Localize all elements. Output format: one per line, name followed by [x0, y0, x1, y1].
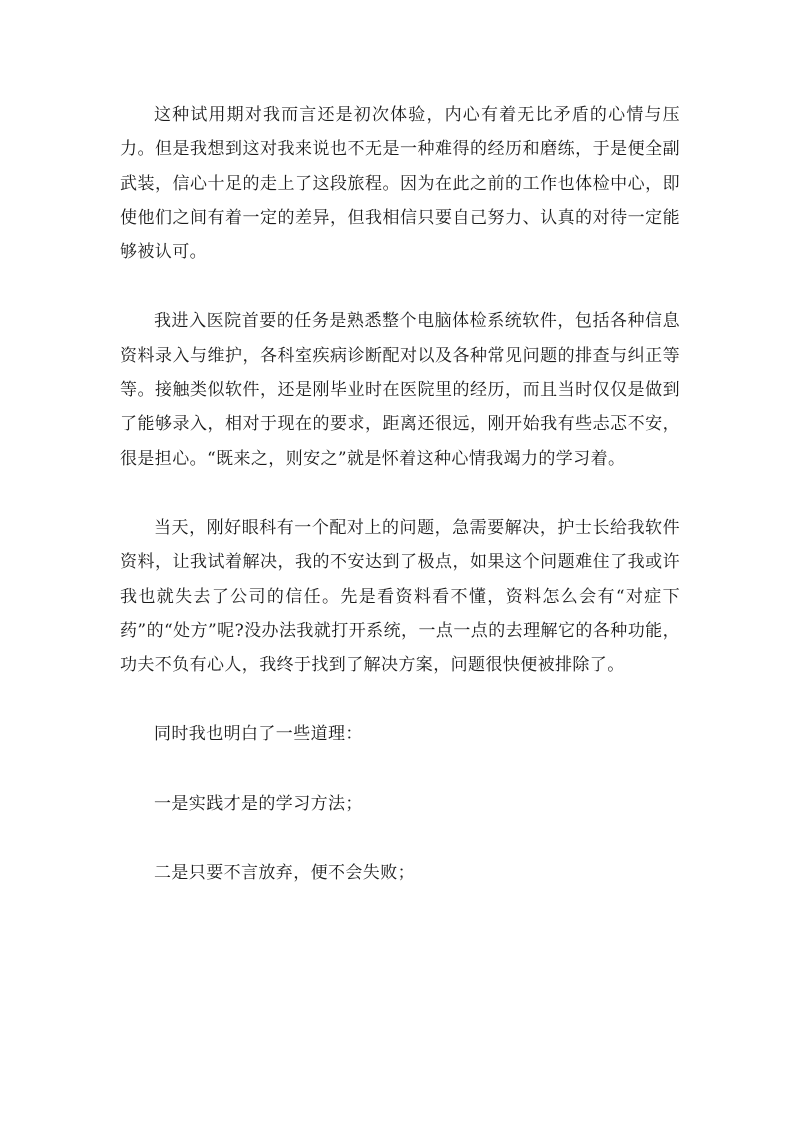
lesson-one: 一是实践才是的学习方法；	[154, 793, 363, 814]
paragraph-software-learning: 我进入医院首要的任务是熟悉整个电脑体检系统软件，包括各种信息资料录入与维护，各科室疾病诊断配对以及各种常见问题的排查与纠正等等。接触类似软件，还是刚毕业时在医院里的经历，而且当时仅仅是做到了能够录入，相对于现在的要求，距离还很远，刚开始我有些忐忑不安，很是担心。“既来之，则安之”就是怀着这种心情我竭力的学习着。	[120, 311, 680, 469]
lesson-two: 二是只要不言放弃，便不会失败；	[154, 863, 415, 884]
paragraph-ophthalmology-problem: 当天，刚好眼科有一个配对上的问题，急需要解决，护士长给我软件资料，让我试着解决，我的不安达到了极点，如果这个问题难住了我或许我也就失去了公司的信任。先是看资料看不懂，资料怎么会有“对症下药”的“处方”呢?没办法我就打开系统，一点一点的去理解它的各种功能，功夫不负有心人，我终于找到了解决方案，问题很快便被排除了。	[120, 517, 680, 676]
lesson-intro: 同时我也明白了一些道理：	[154, 724, 363, 745]
paragraph-probation-experience: 这种试用期对我而言还是初次体验，内心有着无比矛盾的心情与压力。但是我想到这对我来说也不无是一种难得的经历和磨练，于是便全副武装，信心十足的走上了这段旅程。因为在此之前的工作也体检中心，即使他们之间有着一定的差异，但我相信只要自己努力、认真的对待一定能够被认可。	[120, 105, 680, 263]
document-body	[120, 98, 680, 925]
